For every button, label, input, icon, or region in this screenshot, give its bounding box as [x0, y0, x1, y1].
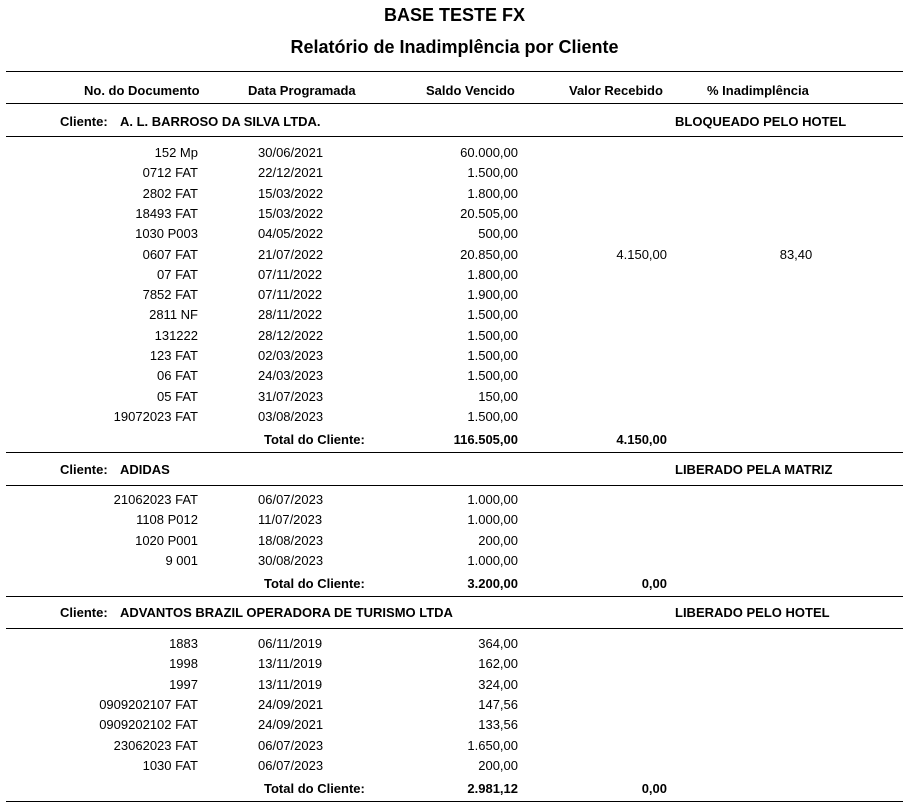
scheduled-date: 03/08/2023	[258, 408, 324, 424]
client-header-rule	[6, 485, 903, 486]
overdue-balance: 133,56	[478, 717, 518, 733]
overdue-balance: 147,56	[478, 696, 518, 712]
doc-number: 2811 NF	[149, 307, 198, 323]
client-header-rule	[6, 628, 903, 629]
scheduled-date: 07/11/2022	[258, 266, 323, 282]
doc-number: 9 001	[165, 552, 198, 568]
overdue-balance: 1.000,00	[467, 492, 518, 507]
scheduled-date: 24/09/2021	[258, 717, 324, 733]
doc-number: 18493 FAT	[135, 205, 198, 221]
doc-number: 06 FAT	[157, 368, 198, 384]
doc-number: 1998	[169, 656, 198, 672]
doc-number: 131222	[154, 327, 198, 343]
doc-number: 0909202107 FAT	[99, 696, 198, 712]
total-received: 4.150,00	[616, 432, 667, 447]
doc-number: 21062023 FAT	[113, 492, 198, 507]
overdue-balance: 1.500,00	[467, 408, 518, 424]
overdue-balance: 1.800,00	[467, 185, 518, 201]
total-label: Total do Cliente:	[264, 576, 365, 591]
scheduled-date: 11/07/2023	[258, 512, 323, 528]
overdue-balance: 150,00	[478, 388, 518, 404]
scheduled-date: 28/12/2022	[258, 327, 324, 343]
received-value: 4.150,00	[616, 246, 667, 262]
overdue-balance: 1.500,00	[467, 348, 518, 363]
doc-number: 1997	[169, 676, 198, 692]
header-bottom-rule	[6, 103, 903, 104]
client-section-rule	[6, 596, 903, 597]
client-section-rule	[6, 452, 903, 453]
overdue-balance: 364,00	[478, 636, 518, 651]
scheduled-date: 28/11/2022	[258, 307, 323, 323]
overdue-balance: 60.000,00	[460, 145, 518, 160]
scheduled-date: 07/11/2022	[258, 287, 323, 303]
scheduled-date: 30/06/2021	[258, 145, 324, 160]
overdue-balance: 20.850,00	[460, 246, 518, 262]
overdue-balance: 1.650,00	[467, 737, 518, 753]
client-name: A. L. BARROSO DA SILVA LTDA.	[120, 114, 321, 129]
total-balance: 3.200,00	[467, 576, 518, 591]
overdue-balance: 1.000,00	[467, 552, 518, 568]
scheduled-date: 15/03/2022	[258, 185, 324, 201]
client-label: Cliente:	[60, 605, 108, 620]
overdue-balance: 20.505,00	[460, 205, 518, 221]
overdue-balance: 1.500,00	[467, 165, 518, 181]
scheduled-date: 22/12/2021	[258, 165, 324, 181]
overdue-balance: 1.800,00	[467, 266, 518, 282]
doc-number: 1030 FAT	[142, 757, 198, 773]
client-status: LIBERADO PELA MATRIZ	[675, 462, 833, 477]
scheduled-date: 04/05/2022	[258, 226, 324, 242]
scheduled-date: 24/09/2021	[258, 696, 324, 712]
client-label: Cliente:	[60, 114, 108, 129]
scheduled-date: 06/07/2023	[258, 737, 324, 753]
scheduled-date: 13/11/2019	[258, 676, 323, 692]
doc-number: 1883	[169, 636, 198, 651]
column-header-pct: % Inadimplência	[707, 83, 809, 98]
doc-number: 0607 FAT	[142, 246, 198, 262]
overdue-balance: 162,00	[478, 656, 518, 672]
doc-number: 05 FAT	[157, 388, 198, 404]
doc-number: 23062023 FAT	[113, 737, 198, 753]
overdue-balance: 200,00	[478, 757, 518, 773]
total-label: Total do Cliente:	[264, 781, 365, 796]
scheduled-date: 13/11/2019	[258, 656, 323, 672]
scheduled-date: 15/03/2022	[258, 205, 324, 221]
client-status: BLOQUEADO PELO HOTEL	[675, 114, 847, 129]
doc-number: 1030 P003	[135, 226, 198, 242]
doc-number: 123 FAT	[149, 348, 198, 363]
overdue-balance: 1.500,00	[467, 327, 518, 343]
scheduled-date: 18/08/2023	[258, 532, 324, 548]
total-balance: 116.505,00	[453, 432, 518, 447]
scheduled-date: 06/07/2023	[258, 757, 324, 773]
doc-number: 2802 FAT	[142, 185, 198, 201]
scheduled-date: 30/08/2023	[258, 552, 324, 568]
scheduled-date: 06/11/2019	[258, 636, 323, 651]
scheduled-date: 31/07/2023	[258, 388, 324, 404]
client-section-rule	[6, 801, 903, 802]
default-percent: 83,40	[779, 246, 813, 262]
scheduled-date: 24/03/2023	[258, 368, 324, 384]
total-label: Total do Cliente:	[264, 432, 365, 447]
report-title-company: BASE TESTE FX	[383, 5, 526, 25]
client-name: ADVANTOS BRAZIL OPERADORA DE TURISMO LTDA	[120, 605, 453, 620]
column-header-doc: No. do Documento	[84, 83, 200, 98]
column-header-received: Valor Recebido	[569, 83, 663, 98]
column-header-date: Data Programada	[248, 83, 356, 98]
total-balance: 2.981,12	[467, 781, 518, 796]
doc-number: 07 FAT	[157, 266, 198, 282]
overdue-balance: 324,00	[478, 676, 518, 692]
scheduled-date: 21/07/2022	[258, 246, 324, 262]
overdue-balance: 1.500,00	[467, 307, 518, 323]
overdue-balance: 200,00	[478, 532, 518, 548]
doc-number: 152 Mp	[154, 145, 198, 160]
total-received: 0,00	[641, 781, 667, 796]
doc-number: 19072023 FAT	[113, 408, 198, 424]
scheduled-date: 02/03/2023	[258, 348, 324, 363]
client-status: LIBERADO PELO HOTEL	[675, 605, 830, 620]
column-header-balance: Saldo Vencido	[426, 83, 515, 98]
header-top-rule	[6, 71, 903, 72]
total-received: 0,00	[641, 576, 667, 591]
client-label: Cliente:	[60, 462, 108, 477]
doc-number: 7852 FAT	[142, 287, 198, 303]
client-header-rule	[6, 136, 903, 137]
overdue-balance: 1.000,00	[467, 512, 518, 528]
doc-number: 0712 FAT	[142, 165, 198, 181]
report-title: Relatório de Inadimplência por Cliente	[290, 37, 619, 57]
scheduled-date: 06/07/2023	[258, 492, 324, 507]
overdue-balance: 1.900,00	[467, 287, 518, 303]
overdue-balance: 500,00	[478, 226, 518, 242]
overdue-balance: 1.500,00	[467, 368, 518, 384]
doc-number: 1108 P012	[136, 512, 198, 528]
doc-number: 1020 P001	[135, 532, 198, 548]
doc-number: 0909202102 FAT	[99, 717, 198, 733]
client-name: ADIDAS	[120, 462, 170, 477]
